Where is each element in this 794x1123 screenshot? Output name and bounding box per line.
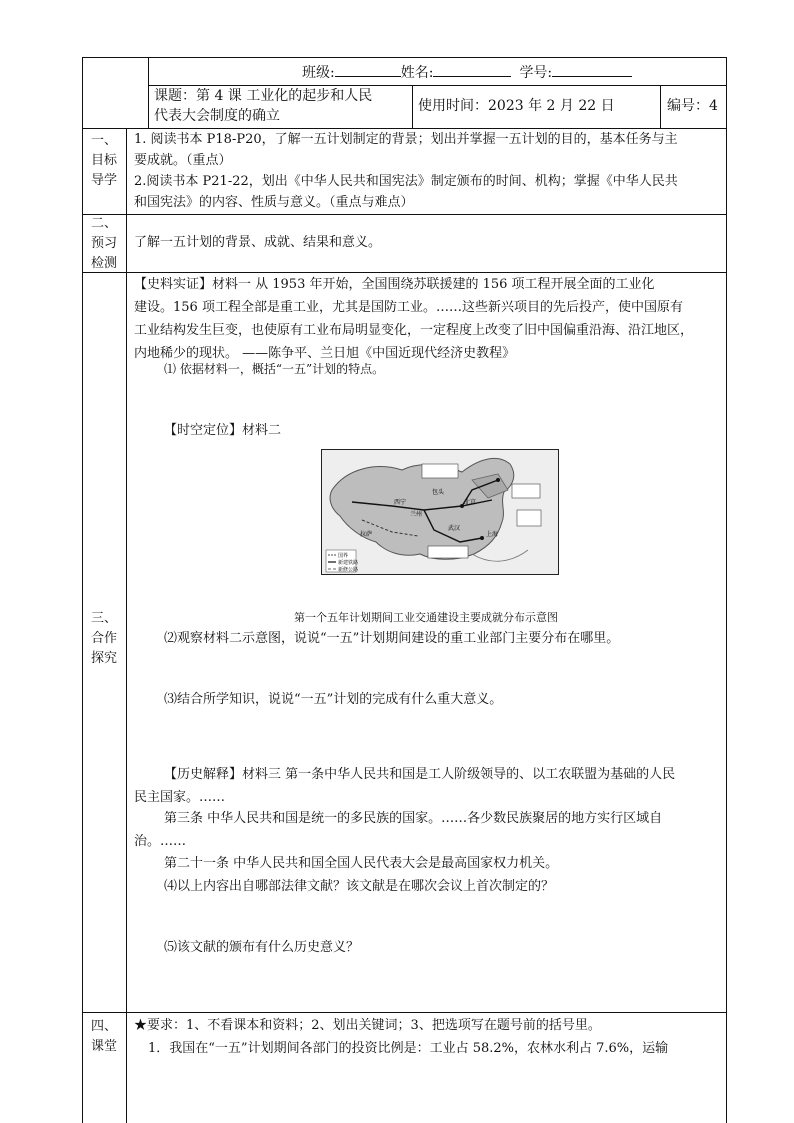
map-label-lanzhou: 兰州 [410, 511, 423, 518]
map-caption: 第一个五年计划期间工业交通建设主要成就分布示意图 [294, 611, 558, 624]
preview-text: 了解一五计划的背景、成就、结果和意义。 [134, 235, 382, 250]
material-three-line-3: 第三条 中华人民共和国是统一的多民族的国家。……各少数民族聚居的地方实行区域自 [164, 811, 663, 826]
material-two-title: 【时空定位】材料二 [164, 423, 282, 438]
material-one: 【史料实证】材料一 从 1953 年开始，全国围绕苏联援建的 156 项工程开展全面的工业化 建设。156 项工程全部是重工业，尤其是国防工业。……这些新兴项目的先后投产，使中国原有 工业结构发生巨变，也使原有工业布局明显变化，一定程度上改变了旧中国偏重沿海、沿江地区， 内地稀少的现状。 ——陈争平、兰日旭《中国近现代经济史教程》 [134, 277, 694, 361]
use-time: 使用时间：2023 年 2 月 22 日 [418, 98, 615, 114]
lesson-title: 课题：第 4 课 工业化的起步和人民 代表大会制度的确立 [154, 88, 373, 124]
goal-1-line-2: 要成就。（重点） [134, 153, 232, 168]
number-label: 学号: [519, 65, 553, 81]
map-label-shanghai: 上海 [486, 531, 499, 538]
classroom-question-1: 1．我国在“一五”计划期间各部门的投资比例是：工业占 58.2%，农林水利占 7.6%，运输 [148, 1041, 669, 1056]
map-label-wuhan: 武汉 [448, 525, 461, 532]
china-map-graphic [322, 450, 558, 574]
question-1: ⑴ 依据材料一，概括“一五”计划的特点。 [164, 362, 385, 376]
name-label: 姓名: [400, 65, 434, 81]
material-three-line-1: 【历史解释】材料三 第一条中华人民共和国是工人阶级领导的、以工农联盟为基础的人民 [164, 767, 676, 782]
industry-map-image [321, 449, 559, 575]
class-blank[interactable] [335, 62, 401, 77]
question-3: ⑶结合所学知识，说说“一五”计划的完成有什么重大意义。 [164, 692, 503, 707]
map-label-lhasa: 拉萨 [360, 531, 373, 538]
question-2: ⑵观察材料二示意图，说说“一五”计划期间建设的重工业部门主要分布在哪里。 [164, 631, 620, 646]
goal-2-line-2: 和国宪法》的内容、性质与意义。（重点与难点） [134, 195, 414, 210]
learning-goals [134, 129, 678, 213]
material-three-line-4: 治。…… [134, 834, 187, 849]
goal-1-line-1: 1. 阅读书本 P18-P20，了解一五计划制定的背景；划出并掌握一五计划的目的，基本任务与主 [134, 132, 678, 147]
serial-number: 编号：4 [667, 98, 718, 114]
legend-highway: 新修公路 [338, 567, 359, 573]
legend-border: 国界 [338, 553, 349, 559]
section-label-goals: 一、 目标 导学 [90, 133, 117, 188]
material-three-line-5: 第二十一条 中华人民共和国全国人民代表大会是最高国家权力机关。 [164, 856, 559, 871]
goal-2-line-1: 2.阅读书本 P21-22，划出《中华人民共和国宪法》制定颁布的时间、机构；掌握《中华人民共 [134, 174, 678, 189]
question-5: ⑸该文献的颁布有什么历史意义？ [164, 940, 360, 955]
question-4: ⑷以上内容出自哪部法律文献？该文献是在哪次会议上首次制定的？ [164, 879, 555, 894]
section-label-classroom: 四、 课堂 [90, 1019, 117, 1054]
name-blank[interactable] [433, 62, 511, 77]
section-label-explore: 三、 合作 探究 [90, 611, 117, 666]
map-label-baotou: 包头 [432, 489, 445, 496]
classroom-requirements: ★要求：1、不看课本和资料；2、划出关键词；3、把选项写在题号前的括号里。 [134, 1018, 601, 1033]
map-label-xining: 西宁 [394, 499, 407, 506]
section-label-preview: 二、 预习 检测 [90, 216, 117, 271]
worksheet-table [82, 57, 727, 1123]
map-label-beijing: 北京 [464, 499, 477, 506]
student-info-line [302, 62, 632, 84]
material-three-line-2: 民主国家。…… [134, 790, 226, 805]
number-blank[interactable] [552, 62, 632, 77]
legend-railway: 新建铁路 [338, 560, 359, 566]
class-label: 班级: [302, 65, 335, 81]
